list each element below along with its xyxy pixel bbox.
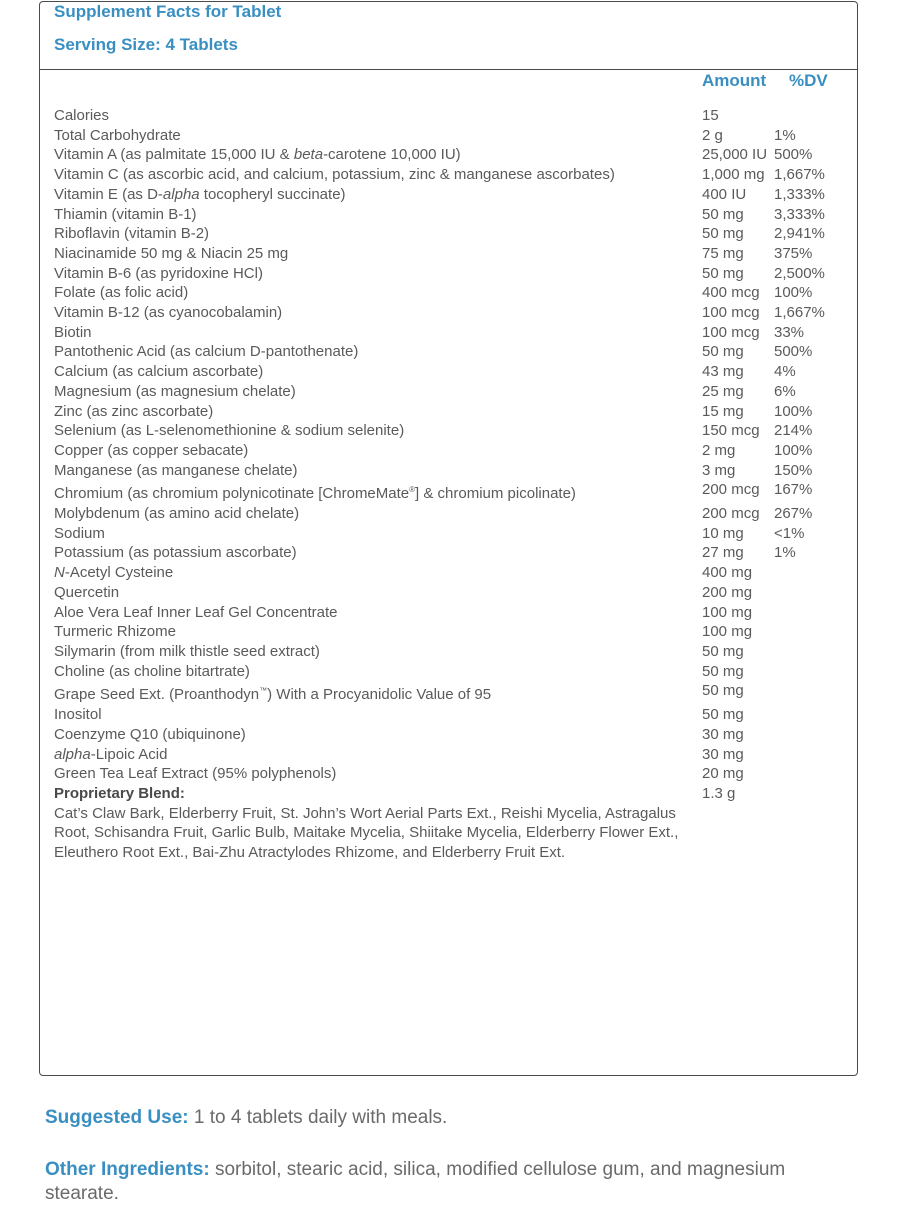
nutrient-row bbox=[40, 106, 857, 126]
nutrient-row bbox=[40, 480, 857, 504]
nutrient-amount: 2 mg bbox=[702, 441, 736, 459]
nutrient-name: Sodium bbox=[54, 524, 105, 542]
nutrient-row bbox=[40, 745, 857, 765]
nutrient-name-part: ] & chromium picolinate) bbox=[415, 485, 576, 503]
nutrient-dv bbox=[774, 622, 844, 642]
nutrient-amount: 2 g bbox=[702, 126, 723, 144]
nutrient-name: Choline (as choline bitartrate) bbox=[54, 662, 250, 680]
nutrient-name: Pantothenic Acid (as calcium D-pantothenate) bbox=[54, 343, 359, 361]
nutrient-amount: 75 mg bbox=[702, 244, 744, 262]
nutrient-name: Vitamin B-6 (as pyridoxine HCl) bbox=[54, 264, 263, 282]
nutrient-name-italic: beta bbox=[293, 146, 324, 164]
nutrient-row bbox=[40, 441, 857, 461]
nutrient-name: Coenzyme Q10 (ubiquinone) bbox=[54, 725, 246, 743]
trademark-mark: ® bbox=[409, 485, 416, 495]
nutrient-amount: 50 mg bbox=[702, 225, 744, 243]
nutrient-dv: 33% bbox=[774, 323, 805, 341]
nutrient-amount: 200 mg bbox=[702, 583, 753, 601]
nutrient-name-part: -carotene 10,000 IU) bbox=[323, 146, 461, 164]
nutrient-dv: 500% bbox=[774, 146, 813, 164]
nutrient-amount: 50 mg bbox=[702, 264, 744, 282]
nutrient-name-italic: alpha bbox=[54, 745, 91, 763]
nutrient-name: Calories bbox=[54, 107, 110, 124]
nutrient-amount: 30 mg bbox=[702, 745, 744, 763]
nutrient-amount: 3 mg bbox=[702, 461, 736, 479]
nutrient-name bbox=[40, 745, 688, 765]
dv-column-header: %DV bbox=[789, 71, 828, 90]
nutrient-name: Aloe Vera Leaf Inner Leaf Gel Concentrate bbox=[54, 603, 338, 621]
nutrient-row bbox=[40, 244, 857, 264]
nutrient-row bbox=[40, 563, 857, 583]
nutrient-row bbox=[40, 681, 857, 705]
suggested-use-text: 1 to 4 tablets daily with meals. bbox=[188, 1107, 448, 1128]
nutrient-name: Silymarin (from milk thistle seed extract) bbox=[54, 642, 320, 660]
nutrient-name: Copper (as copper sebacate) bbox=[54, 441, 249, 459]
nutrient-row bbox=[40, 264, 857, 284]
nutrient-row bbox=[40, 126, 857, 146]
nutrient-amount: 50 mg bbox=[702, 682, 744, 700]
nutrient-amount: 15 bbox=[702, 107, 719, 124]
nutrient-row bbox=[40, 461, 857, 481]
nutrient-dv: 100% bbox=[774, 441, 813, 459]
nutrient-dv: 267% bbox=[774, 505, 813, 523]
nutrient-row bbox=[40, 362, 857, 382]
nutrient-name bbox=[40, 185, 688, 205]
nutrient-amount: 50 mg bbox=[702, 343, 744, 361]
nutrient-name: Magnesium (as magnesium chelate) bbox=[54, 382, 296, 400]
nutrient-row bbox=[40, 303, 857, 323]
nutrient-name: Riboflavin (vitamin B-2) bbox=[54, 225, 210, 243]
nutrient-name-part: -Acetyl Cysteine bbox=[64, 564, 174, 582]
nutrient-row bbox=[40, 323, 857, 343]
nutrient-amount: 100 mg bbox=[702, 623, 753, 641]
nutrient-amount: 100 mg bbox=[702, 603, 753, 621]
nutrient-row bbox=[40, 622, 857, 642]
nutrient-amount: 50 mg bbox=[702, 642, 744, 660]
nutrient-amount: 50 mg bbox=[702, 205, 744, 223]
proprietary-blend-row bbox=[40, 784, 857, 804]
nutrient-name-part: -Lipoic Acid bbox=[90, 745, 168, 763]
nutrient-row bbox=[40, 205, 857, 225]
nutrient-dv: 1,667% bbox=[774, 304, 825, 322]
nutrient-dv: 4% bbox=[774, 363, 796, 381]
supplement-facts-panel bbox=[39, 1, 858, 1076]
nutrient-amount: 20 mg bbox=[702, 765, 744, 783]
nutrient-name bbox=[40, 145, 688, 165]
nutrient-name: Vitamin C (as ascorbic acid, and calcium, potassium, zinc & manganese ascorbates) bbox=[54, 166, 615, 184]
nutrient-name-part: ) With a Procyanidolic Value of 95 bbox=[267, 686, 492, 704]
nutrient-name: Molybdenum (as amino acid chelate) bbox=[54, 505, 300, 523]
nutrient-amount: 100 mcg bbox=[702, 304, 760, 322]
nutrient-name bbox=[40, 563, 688, 583]
nutrient-name: Inositol bbox=[54, 706, 102, 724]
nutrient-name-part: Vitamin A (as palmitate 15,000 IU & bbox=[54, 146, 294, 164]
nutrient-row bbox=[40, 725, 857, 745]
nutrient-name bbox=[40, 480, 688, 504]
nutrient-name: Niacinamide 50 mg & Niacin 25 mg bbox=[54, 244, 289, 262]
proprietary-blend-label: Proprietary Blend: bbox=[54, 784, 185, 802]
nutrient-name-part: Chromium (as chromium polynicotinate [ChromeMate bbox=[54, 485, 410, 503]
facts-header bbox=[40, 2, 857, 70]
nutrient-dv: 375% bbox=[774, 244, 813, 262]
nutrient-amount: 25 mg bbox=[702, 382, 744, 400]
nutrient-amount: 15 mg bbox=[702, 402, 744, 420]
nutrient-dv bbox=[774, 705, 844, 725]
nutrient-dv: 100% bbox=[774, 284, 813, 302]
nutrient-dv: 2,500% bbox=[774, 264, 825, 282]
nutrient-dv bbox=[774, 764, 844, 784]
nutrient-name: Selenium (as L-selenomethionine & sodium selenite) bbox=[54, 422, 405, 440]
nutrient-row bbox=[40, 662, 857, 682]
nutrient-name-italic: N bbox=[54, 564, 65, 582]
nutrient-dv bbox=[774, 603, 844, 623]
nutrient-row bbox=[40, 421, 857, 441]
nutrient-amount: 100 mcg bbox=[702, 323, 760, 341]
nutrient-dv: <1% bbox=[774, 524, 805, 542]
nutrient-name: Vitamin B-12 (as cyanocobalamin) bbox=[54, 304, 283, 322]
nutrient-dv bbox=[774, 563, 844, 583]
nutrient-amount: 150 mcg bbox=[702, 422, 760, 440]
nutrient-amount: 200 mcg bbox=[702, 481, 760, 499]
nutrient-dv: 1% bbox=[774, 126, 796, 144]
nutrient-row bbox=[40, 543, 857, 563]
nutrient-dv: 150% bbox=[774, 461, 813, 479]
other-ingredients-label: Other Ingredients: bbox=[45, 1159, 210, 1180]
nutrient-dv: 100% bbox=[774, 402, 813, 420]
nutrient-name: Total Carbohydrate bbox=[54, 126, 181, 144]
nutrient-name: Folate (as folic acid) bbox=[54, 284, 189, 302]
panel-title: Supplement Facts for Tablet bbox=[54, 2, 282, 21]
serving-size: Serving Size: 4 Tablets bbox=[54, 35, 238, 54]
nutrient-name: Zinc (as zinc ascorbate) bbox=[54, 402, 214, 420]
trademark-mark: ™ bbox=[259, 686, 268, 696]
nutrient-dv: 214% bbox=[774, 422, 813, 440]
nutrient-row bbox=[40, 382, 857, 402]
nutrient-name: Turmeric Rhizome bbox=[54, 623, 176, 641]
amount-column-header: Amount bbox=[702, 71, 767, 90]
suggested-use-label: Suggested Use: bbox=[45, 1107, 189, 1128]
nutrient-name-italic: alpha bbox=[162, 185, 200, 203]
proprietary-blend-ingredients: Cat’s Claw Bark, Elderberry Fruit, St. John’s Wort Aerial Parts Ext., Reishi Mycelia, Astragalus Root, Schisandra Fruit, Garlic Bulb, Maitake Mycelia, Shiitake Mycelia, Elderberry Flower Ext., Eleuthero Root Ext., Bai-Zhu Atractylodes Rhizome, and Elderberry Fruit Ext. bbox=[54, 804, 679, 862]
nutrient-row bbox=[40, 603, 857, 623]
nutrient-row bbox=[40, 705, 857, 725]
nutrient-row bbox=[40, 764, 857, 784]
nutrient-name: Green Tea Leaf Extract (95% polyphenols) bbox=[54, 765, 337, 783]
nutrient-name: Manganese (as manganese chelate) bbox=[54, 461, 298, 479]
nutrient-amount: 27 mg bbox=[702, 544, 744, 562]
nutrient-row bbox=[40, 524, 857, 544]
nutrient-rows bbox=[40, 106, 857, 863]
nutrient-name-part: Grape Seed Ext. (Proanthodyn bbox=[54, 686, 260, 704]
nutrient-dv bbox=[774, 583, 844, 603]
nutrient-amount: 25,000 IU bbox=[702, 146, 768, 164]
nutrient-row bbox=[40, 224, 857, 244]
nutrient-row bbox=[40, 504, 857, 524]
nutrient-name: Quercetin bbox=[54, 583, 120, 601]
other-ingredients-text: sorbitol, stearic acid, silica, modified cellulose gum, and magnesium stearate. bbox=[45, 1159, 786, 1204]
nutrient-name: Potassium (as potassium ascorbate) bbox=[54, 544, 297, 562]
nutrient-row bbox=[40, 402, 857, 422]
nutrient-row bbox=[40, 583, 857, 603]
nutrient-amount: 200 mcg bbox=[702, 505, 760, 523]
nutrient-dv: 2,941% bbox=[774, 225, 825, 243]
nutrient-dv: 1,667% bbox=[774, 166, 825, 184]
nutrient-row bbox=[40, 342, 857, 362]
nutrient-amount: 400 mcg bbox=[702, 284, 760, 302]
nutrient-name-part: tocopheryl succinate) bbox=[199, 185, 346, 203]
nutrient-row bbox=[40, 185, 857, 205]
nutrient-dv bbox=[774, 681, 844, 705]
nutrient-amount: 50 mg bbox=[702, 706, 744, 724]
nutrient-dv: 3,333% bbox=[774, 205, 825, 223]
nutrient-dv: 6% bbox=[774, 382, 796, 400]
nutrient-dv bbox=[774, 725, 844, 745]
nutrient-dv: 167% bbox=[774, 481, 813, 499]
nutrient-dv bbox=[774, 662, 844, 682]
nutrient-name: Biotin bbox=[54, 323, 92, 341]
nutrient-amount: 10 mg bbox=[702, 524, 744, 542]
nutrient-amount: 43 mg bbox=[702, 363, 744, 381]
nutrient-dv: 1% bbox=[774, 544, 796, 562]
nutrient-row bbox=[40, 145, 857, 165]
nutrient-name: Thiamin (vitamin B-1) bbox=[54, 205, 197, 223]
proprietary-blend-dv bbox=[774, 784, 844, 804]
nutrient-amount: 400 IU bbox=[702, 185, 747, 203]
nutrient-name bbox=[40, 681, 688, 705]
proprietary-blend-amount: 1.3 g bbox=[702, 784, 736, 802]
nutrient-amount: 1,000 mg bbox=[702, 166, 765, 184]
nutrient-dv: 500% bbox=[774, 343, 813, 361]
nutrient-dv bbox=[774, 745, 844, 765]
nutrient-row bbox=[40, 165, 857, 185]
nutrient-name: Calcium (as calcium ascorbate) bbox=[54, 363, 264, 381]
other-ingredients bbox=[45, 1158, 855, 1206]
nutrient-amount: 400 mg bbox=[702, 564, 753, 582]
nutrient-amount: 50 mg bbox=[702, 662, 744, 680]
nutrient-amount: 30 mg bbox=[702, 725, 744, 743]
nutrient-dv bbox=[774, 642, 844, 662]
nutrient-row bbox=[40, 283, 857, 303]
nutrient-dv: 1,333% bbox=[774, 185, 825, 203]
nutrient-name-part: Vitamin E (as D- bbox=[54, 185, 163, 203]
nutrient-row bbox=[40, 642, 857, 662]
suggested-use bbox=[45, 1106, 855, 1130]
nutrient-dv bbox=[774, 106, 844, 126]
